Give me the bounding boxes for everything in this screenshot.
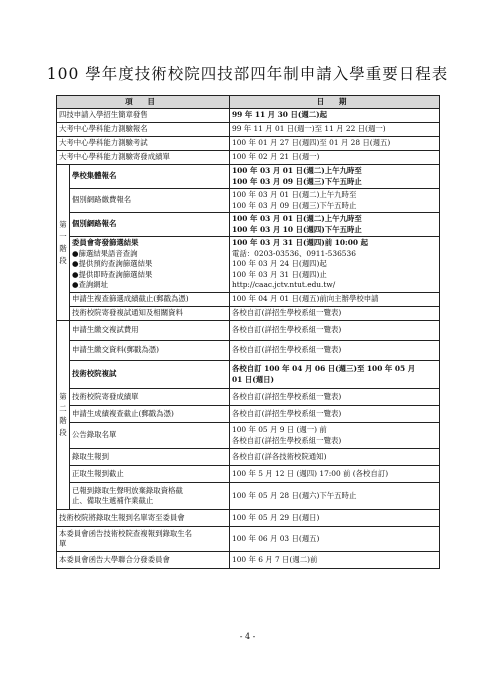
row-date: 100 年 05 月 29 日(週日) xyxy=(230,510,440,527)
table-row xyxy=(57,213,440,237)
row-item: 本委員會函告技術校院查複報到錄取生名 單 xyxy=(57,527,230,552)
row-item: 申請生複查篩選成績截止(郵戳為憑) xyxy=(70,293,230,307)
table-row xyxy=(57,423,440,449)
table-row xyxy=(57,527,440,552)
bullet-item: ●篩選結果語音查詢 xyxy=(72,248,138,258)
row-date: 100 年 03 月 01 日(週二)上午九時至 100 年 03 月 10 日(週四)下午五時止 xyxy=(230,213,440,237)
table-row xyxy=(57,151,440,165)
row-date: 各校自訂(詳招生學校系組一覽表) xyxy=(230,406,440,423)
row-date: 各校自訂(詳招生學校系組一覽表) xyxy=(230,307,440,321)
table-row xyxy=(57,361,440,389)
row-date: 各校自訂(詳招生學校系組一覽表) xyxy=(230,321,440,341)
row-item: 已報到錄取生聲明放棄錄取資格截 止、備取生遞補作業截止 xyxy=(70,483,230,510)
stage-label-first: 第 一 階 段 xyxy=(57,165,70,321)
table-row xyxy=(57,137,440,151)
schedule-table xyxy=(56,95,440,569)
table-row xyxy=(57,341,440,361)
table-row xyxy=(57,165,440,189)
table-row xyxy=(57,389,440,406)
row-item: 本委員會函告大學聯合分發委員會 xyxy=(57,552,230,569)
table-row xyxy=(57,293,440,307)
bullet-item: ●查詢網址 xyxy=(72,280,109,290)
table-row xyxy=(57,321,440,341)
row-date: 99 年 11 月 30 日(週二)起 xyxy=(230,109,440,123)
row-item: 技術校院寄發複試通知及相關資料 xyxy=(70,307,230,321)
bullet-item: ●提供預約查詢篩選結果 xyxy=(72,259,153,269)
row-item: 技術校院複試 xyxy=(70,361,230,389)
header-date: 日 期 xyxy=(230,96,440,109)
row-item: 錄取生報到 xyxy=(70,449,230,466)
row-item: 申請生繳交資料(郵戳為憑) xyxy=(70,341,230,361)
row-date: 99 年 11 月 01 日(週一)至 11 月 22 日(週一) xyxy=(230,123,440,137)
row-date: 各校自訂 100 年 04 月 06 日(週三)至 100 年 05 月 01 日(週日) xyxy=(230,361,440,389)
row-item: 大考中心學科能力測驗報名 xyxy=(57,123,230,137)
table-row xyxy=(57,483,440,510)
row-date: 100 年 01 月 27 日(週四)至 01 月 28 日(週五) xyxy=(230,137,440,151)
row-item xyxy=(70,237,230,293)
table-row xyxy=(57,189,440,213)
row-date: 各校自訂(詳招生學校系組一覽表) xyxy=(230,389,440,406)
table-row xyxy=(57,552,440,569)
row-item: 大考中心學科能力測驗寄發成績單 xyxy=(57,151,230,165)
row-item-title: 委員會寄發篩選結果 xyxy=(72,238,139,248)
row-item: 申請生成績複查截止(郵戳為憑) xyxy=(70,406,230,423)
table-row xyxy=(57,123,440,137)
row-date: 100 年 03 月 01 日(週二)上午九時至 100 年 03 月 09 日(週三)下午五時止 xyxy=(230,165,440,189)
table-row xyxy=(57,307,440,321)
row-item: 技術校院將錄取生報到名單寄至委員會 xyxy=(57,510,230,527)
url-link: http://caac.jctv.ntut.edu.tw/ xyxy=(232,280,336,290)
table-row xyxy=(57,449,440,466)
header-item: 項 目 xyxy=(57,96,230,109)
row-date: 100 年 03 月 31 日(週四)前 10:00 起 電話：0203-03536、0911-536536 100 年 03 月 24 日(週四)起 100 年 03 月 31 日(週四)止 http://caac.jctv.ntut.edu.tw/ xyxy=(230,237,440,293)
table-row xyxy=(57,406,440,423)
row-item: 個別網路繳費報名 xyxy=(70,189,230,213)
row-item: 大考中心學科能力測驗考試 xyxy=(57,137,230,151)
row-date: 各校自訂(詳招生學校系組一覽表) xyxy=(230,341,440,361)
row-item: 學校集體報名 xyxy=(70,165,230,189)
bullet-item: ●提供即時查詢篩選結果 xyxy=(72,269,153,279)
table-row xyxy=(57,466,440,483)
row-item: 四技申請入學招生簡章發售 xyxy=(57,109,230,123)
row-item: 正取生報到截止 xyxy=(70,466,230,483)
row-date: 100 年 5 月 12 日 (週四) 17:00 前 (各校自訂) xyxy=(230,466,440,483)
row-date: 各校自訂(詳各技術校院通知) xyxy=(230,449,440,466)
table-row xyxy=(57,237,440,293)
row-date: 100 年 6 月 7 日(週二)前 xyxy=(230,552,440,569)
row-item: 技術校院寄發成績單 xyxy=(70,389,230,406)
row-date: 100 年 04 月 01 日(週五)前向主辦學校申請 xyxy=(230,293,440,307)
row-item: 申請生繳交複試費用 xyxy=(70,321,230,341)
table-header-row xyxy=(57,96,440,109)
row-date: 100 年 02 月 21 日(週一) xyxy=(230,151,440,165)
row-date: 100 年 05 月 9 日 (週一) 前 各校自訂(詳招生學校系組一覽表) xyxy=(230,423,440,449)
stage-label-second: 第 二 階 段 xyxy=(57,321,70,510)
table-row xyxy=(57,510,440,527)
row-date: 100 年 03 月 01 日(週二)上午九時至 100 年 03 月 09 日(週三)下午五時止 xyxy=(230,189,440,213)
page-number: - 4 - xyxy=(239,632,256,641)
page-title: 100 學年度技術校院四技部四年制申請入學重要日程表 xyxy=(46,65,449,83)
row-date: 100 年 06 月 03 日(週五) xyxy=(230,527,440,552)
row-item: 個別網路報名 xyxy=(70,213,230,237)
row-date: 100 年 05 月 28 日(週六)下午五時止 xyxy=(230,483,440,510)
row-item: 公告錄取名單 xyxy=(70,423,230,449)
table-row xyxy=(57,109,440,123)
